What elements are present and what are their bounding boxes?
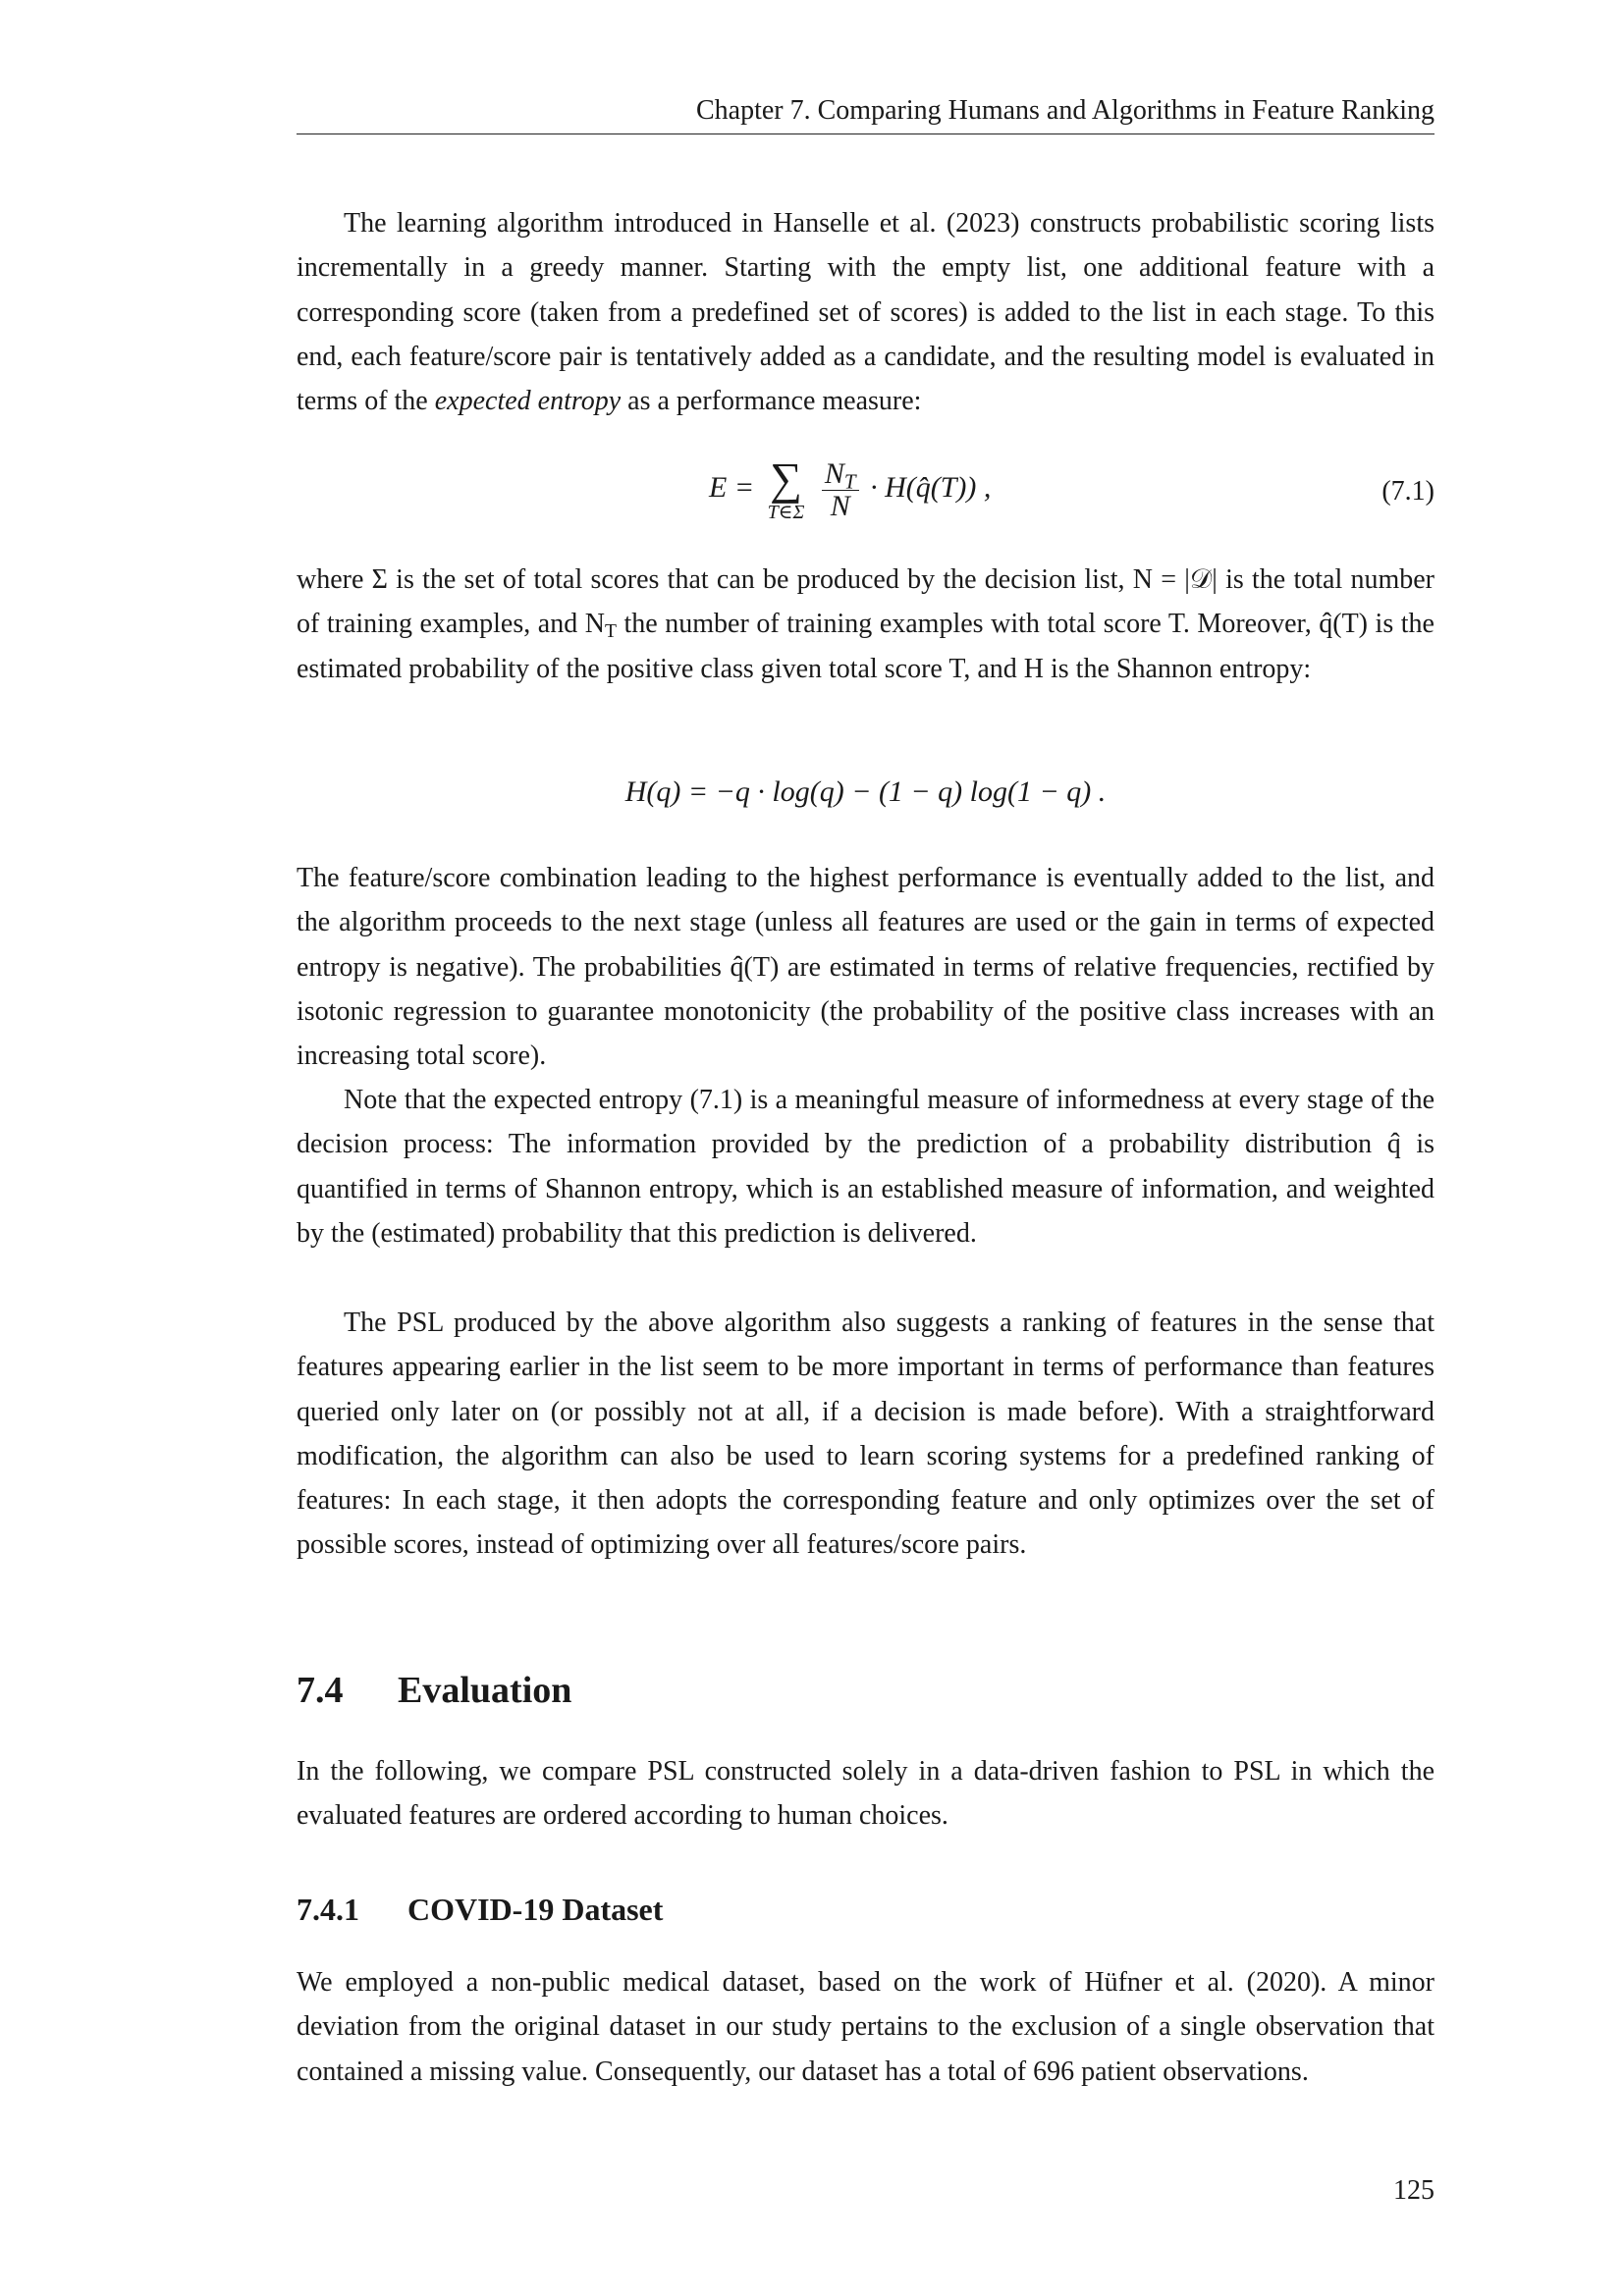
- section-number: 7.4: [297, 1670, 344, 1711]
- paragraph-evaluation-intro: [297, 1749, 1435, 1839]
- equation-text: H(q) = −q · log(q) − (1 − q) log(1 − q) .: [624, 775, 1107, 808]
- paragraph-text: the number of training examples with total score T. Moreover, q̂(T) is the estimated probability of the positive class given total score T, and H is the Shannon entropy:: [297, 609, 1435, 684]
- paragraph-text: where Σ is the set of total scores that can be produced by the decision list, N = |𝒟| is the total number of training examples, and N: [297, 564, 1435, 640]
- section-heading: [297, 1669, 571, 1712]
- sum-symbol: ∑ T∈Σ: [767, 454, 805, 523]
- paragraph-notation: [297, 558, 1435, 691]
- paragraph-informedness: [297, 1078, 1435, 1255]
- equation-number: (7.1): [1381, 476, 1435, 507]
- fraction-numerator-subscript: T: [843, 468, 856, 493]
- paragraph-feature-score: [297, 856, 1435, 1078]
- equation-rhs: · H(q̂(T)) ,: [870, 470, 992, 504]
- paragraph-text: We employed a non-public medical dataset, based on the work of Hüfner et al. (2020). A minor deviation from the original dataset in our study pertains to the exclusion of a single observation that contained a missing value. Consequently, our dataset has a total of 696 patient observations.: [297, 1967, 1435, 2087]
- equation-shannon-entropy: [297, 775, 1435, 809]
- running-header-title: Chapter 7. Comparing Humans and Algorithms in Feature Ranking: [695, 95, 1435, 126]
- fraction: [822, 458, 859, 522]
- fraction-numerator: N: [824, 456, 844, 490]
- emphasis-expected-entropy: expected entropy: [434, 386, 622, 417]
- section-title: Evaluation: [398, 1670, 572, 1711]
- paragraph-text: In the following, we compare PSL constructed solely in a data-driven fashion to PSL in which the evaluated features are ordered according to human choices.: [297, 1756, 1435, 1832]
- paragraph-text: The feature/score combination leading to the highest performance is eventually added to the list, and the algorithm proceeds to the next stage (unless all features are used or the gain in terms of expected entropy is negative). The probabilities q̂(T) are estimated in terms of relative frequencies, rectified by isotonic regression to guarantee monotonicity (the probability of the positive class increases with an increasing total score).: [297, 863, 1435, 1072]
- paragraph-text: as a performance measure:: [621, 386, 922, 417]
- sum-subscript: T∈Σ: [767, 502, 805, 523]
- paragraph-text: Note that the expected entropy (7.1) is a meaningful measure of informedness at every stage of the decision process: The information provided by the prediction of a probability distribution q̂ is quantified in terms of Shannon entropy, which is an established measure of information, and weighted by the (estimated) probability that this prediction is delivered.: [297, 1085, 1435, 1249]
- subsection-title: COVID-19 Dataset: [407, 1892, 664, 1927]
- paragraph-covid-dataset: [297, 1960, 1435, 2094]
- equation-expected-entropy: [297, 456, 1435, 545]
- subsection-heading: [297, 1890, 663, 1929]
- running-header: [297, 94, 1435, 134]
- paragraph-text: The PSL produced by the above algorithm also suggests a ranking of features in the sense that features appearing earlier in the list seem to be more important in terms of performance than features queried only later on (or possibly not at all, if a decision is made before). With a straightforward modification, the algorithm can also be used to learn scoring systems for a predefined ranking of features: In each stage, it then adopts the corresponding feature and only optimizes over the set of possible scores, instead of optimizing over all features/score pairs.: [297, 1308, 1435, 1561]
- subscript-t: T: [604, 621, 617, 643]
- subsection-number: 7.4.1: [297, 1892, 359, 1927]
- page-number: 125: [1393, 2175, 1435, 2206]
- equation-lhs: E =: [709, 470, 755, 504]
- equation-body: [709, 456, 991, 523]
- paragraph-algorithm-intro: [297, 201, 1435, 423]
- paragraph-psl-ranking: [297, 1301, 1435, 1568]
- fraction-denominator: N: [830, 489, 850, 522]
- paragraph-text: The learning algorithm introduced in Hanselle et al. (2023) constructs probabilistic scoring lists incrementally in a greedy manner. Starting with the empty list, one additional feature with a corresponding score (taken from a predefined set of scores) is added to the list in each stage. To this end, each feature/score pair is tentatively added as a candidate, and the resulting model is evaluated in terms of the: [297, 208, 1435, 417]
